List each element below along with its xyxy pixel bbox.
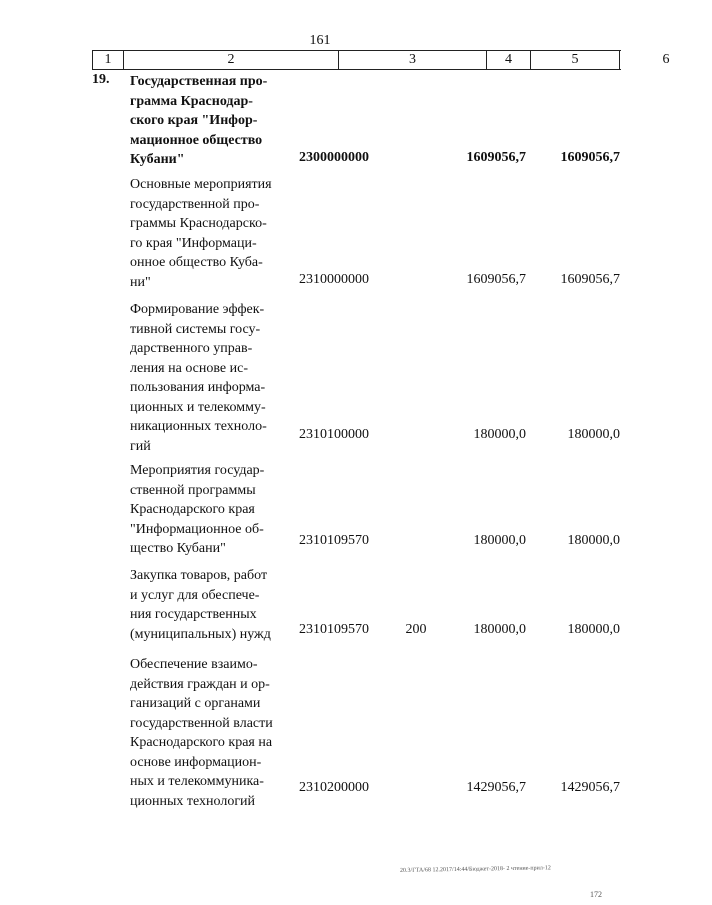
name-line: и услуг для обеспече-: [130, 587, 260, 603]
row-name: [130, 300, 318, 456]
name-line: основе информацион-: [130, 754, 262, 770]
table-row: [92, 175, 620, 300]
name-line: действия граждан и ор-: [130, 676, 270, 692]
row-number: 19.: [92, 72, 110, 87]
name-line: Кубани": [130, 152, 185, 167]
name-line: Основные мероприятия: [130, 177, 272, 192]
header-col-3: 3: [339, 51, 487, 69]
name-line: Формирование эффек-: [130, 302, 265, 317]
name-line: ления на основе ис-: [130, 360, 248, 376]
name-line: "Информационное об-: [130, 521, 264, 537]
name-line: мационное общество: [130, 132, 263, 148]
table-row: [92, 300, 620, 460]
header-col-4: 4: [487, 51, 531, 69]
table-header: [92, 50, 670, 70]
name-line: дарственного управ-: [130, 341, 253, 356]
header-col-1: 1: [93, 51, 124, 69]
row-sum-5: 1429056,7: [466, 780, 526, 795]
name-line: ственной программы: [130, 482, 256, 498]
name-line: ционных технологий: [130, 793, 256, 809]
row-code: 2300000000: [299, 150, 369, 165]
name-line: ния государственных: [130, 607, 257, 622]
name-line: (муниципальных) нужд: [130, 626, 271, 642]
name-line: Краснодарского края: [130, 502, 255, 517]
name-line: тивной системы госу-: [130, 321, 261, 337]
header-col-5: 5: [531, 51, 620, 69]
row-sum-6: 180000,0: [567, 427, 620, 442]
name-line: Краснодарского края на: [130, 735, 273, 750]
row-sum-5: 1609056,7: [466, 272, 526, 287]
name-line: гий: [130, 438, 151, 454]
name-line: ных и телекоммуника-: [130, 774, 264, 789]
header-col-6: 6: [662, 52, 670, 67]
page-number: 161: [309, 33, 331, 48]
table-row: [92, 72, 620, 182]
name-line: Мероприятия государ-: [130, 463, 265, 478]
name-line: Обеспечение взаимо-: [130, 657, 258, 672]
row-sum-5: 1609056,7: [466, 150, 526, 165]
name-line: онное общество Куба-: [130, 255, 263, 270]
row-code: 2310100000: [299, 427, 369, 442]
row-sum-6: 180000,0: [567, 533, 620, 548]
name-line: ганизаций с органами: [130, 696, 261, 711]
name-line: пользования информа-: [130, 380, 266, 395]
name-line: никационных техноло-: [130, 419, 267, 434]
table-row: [92, 461, 620, 561]
table-right-border: [619, 50, 621, 70]
row-sum-5: 180000,0: [473, 533, 526, 548]
row-name: [130, 461, 318, 559]
row-name: [130, 566, 318, 644]
row-sum-5: 180000,0: [473, 427, 526, 442]
header-col-2: 2: [124, 51, 339, 69]
name-line: ционных и телекомму-: [130, 399, 266, 415]
row-sum-6: 180000,0: [567, 622, 620, 637]
corner-mark: 172: [590, 890, 602, 899]
name-line: грамма Краснодар-: [130, 93, 253, 109]
row-sum-5: 180000,0: [473, 622, 526, 637]
row-code: 2310109570: [299, 622, 369, 637]
name-line: Государственная про-: [130, 74, 268, 89]
table-row: [92, 655, 620, 815]
row-sum-6: 1429056,7: [560, 780, 620, 795]
footer-stamp: 20.3/ГТА/68 12.2017/14:44/Бюджет-2018- 2 чтение-прил-12: [399, 865, 551, 874]
row-name: [130, 175, 318, 292]
name-line: ни": [130, 274, 151, 290]
row-code: 2310000000: [299, 272, 369, 287]
row-name: [130, 72, 318, 170]
row-sum-6: 1609056,7: [560, 150, 620, 165]
row-code: 2310200000: [299, 780, 369, 795]
row-vr: 200: [405, 622, 427, 637]
name-line: граммы Краснодарско-: [130, 216, 267, 231]
name-line: государственной власти: [130, 715, 273, 731]
name-line: государственной про-: [130, 196, 260, 212]
row-code: 2310109570: [299, 533, 369, 548]
name-line: Закупка товаров, работ: [130, 568, 268, 583]
row-sum-6: 1609056,7: [560, 272, 620, 287]
name-line: щество Кубани": [130, 541, 226, 556]
row-name: [130, 655, 318, 811]
name-line: ского края "Инфор-: [130, 113, 258, 128]
table-row: [92, 566, 620, 646]
name-line: го края "Информаци-: [130, 235, 257, 251]
